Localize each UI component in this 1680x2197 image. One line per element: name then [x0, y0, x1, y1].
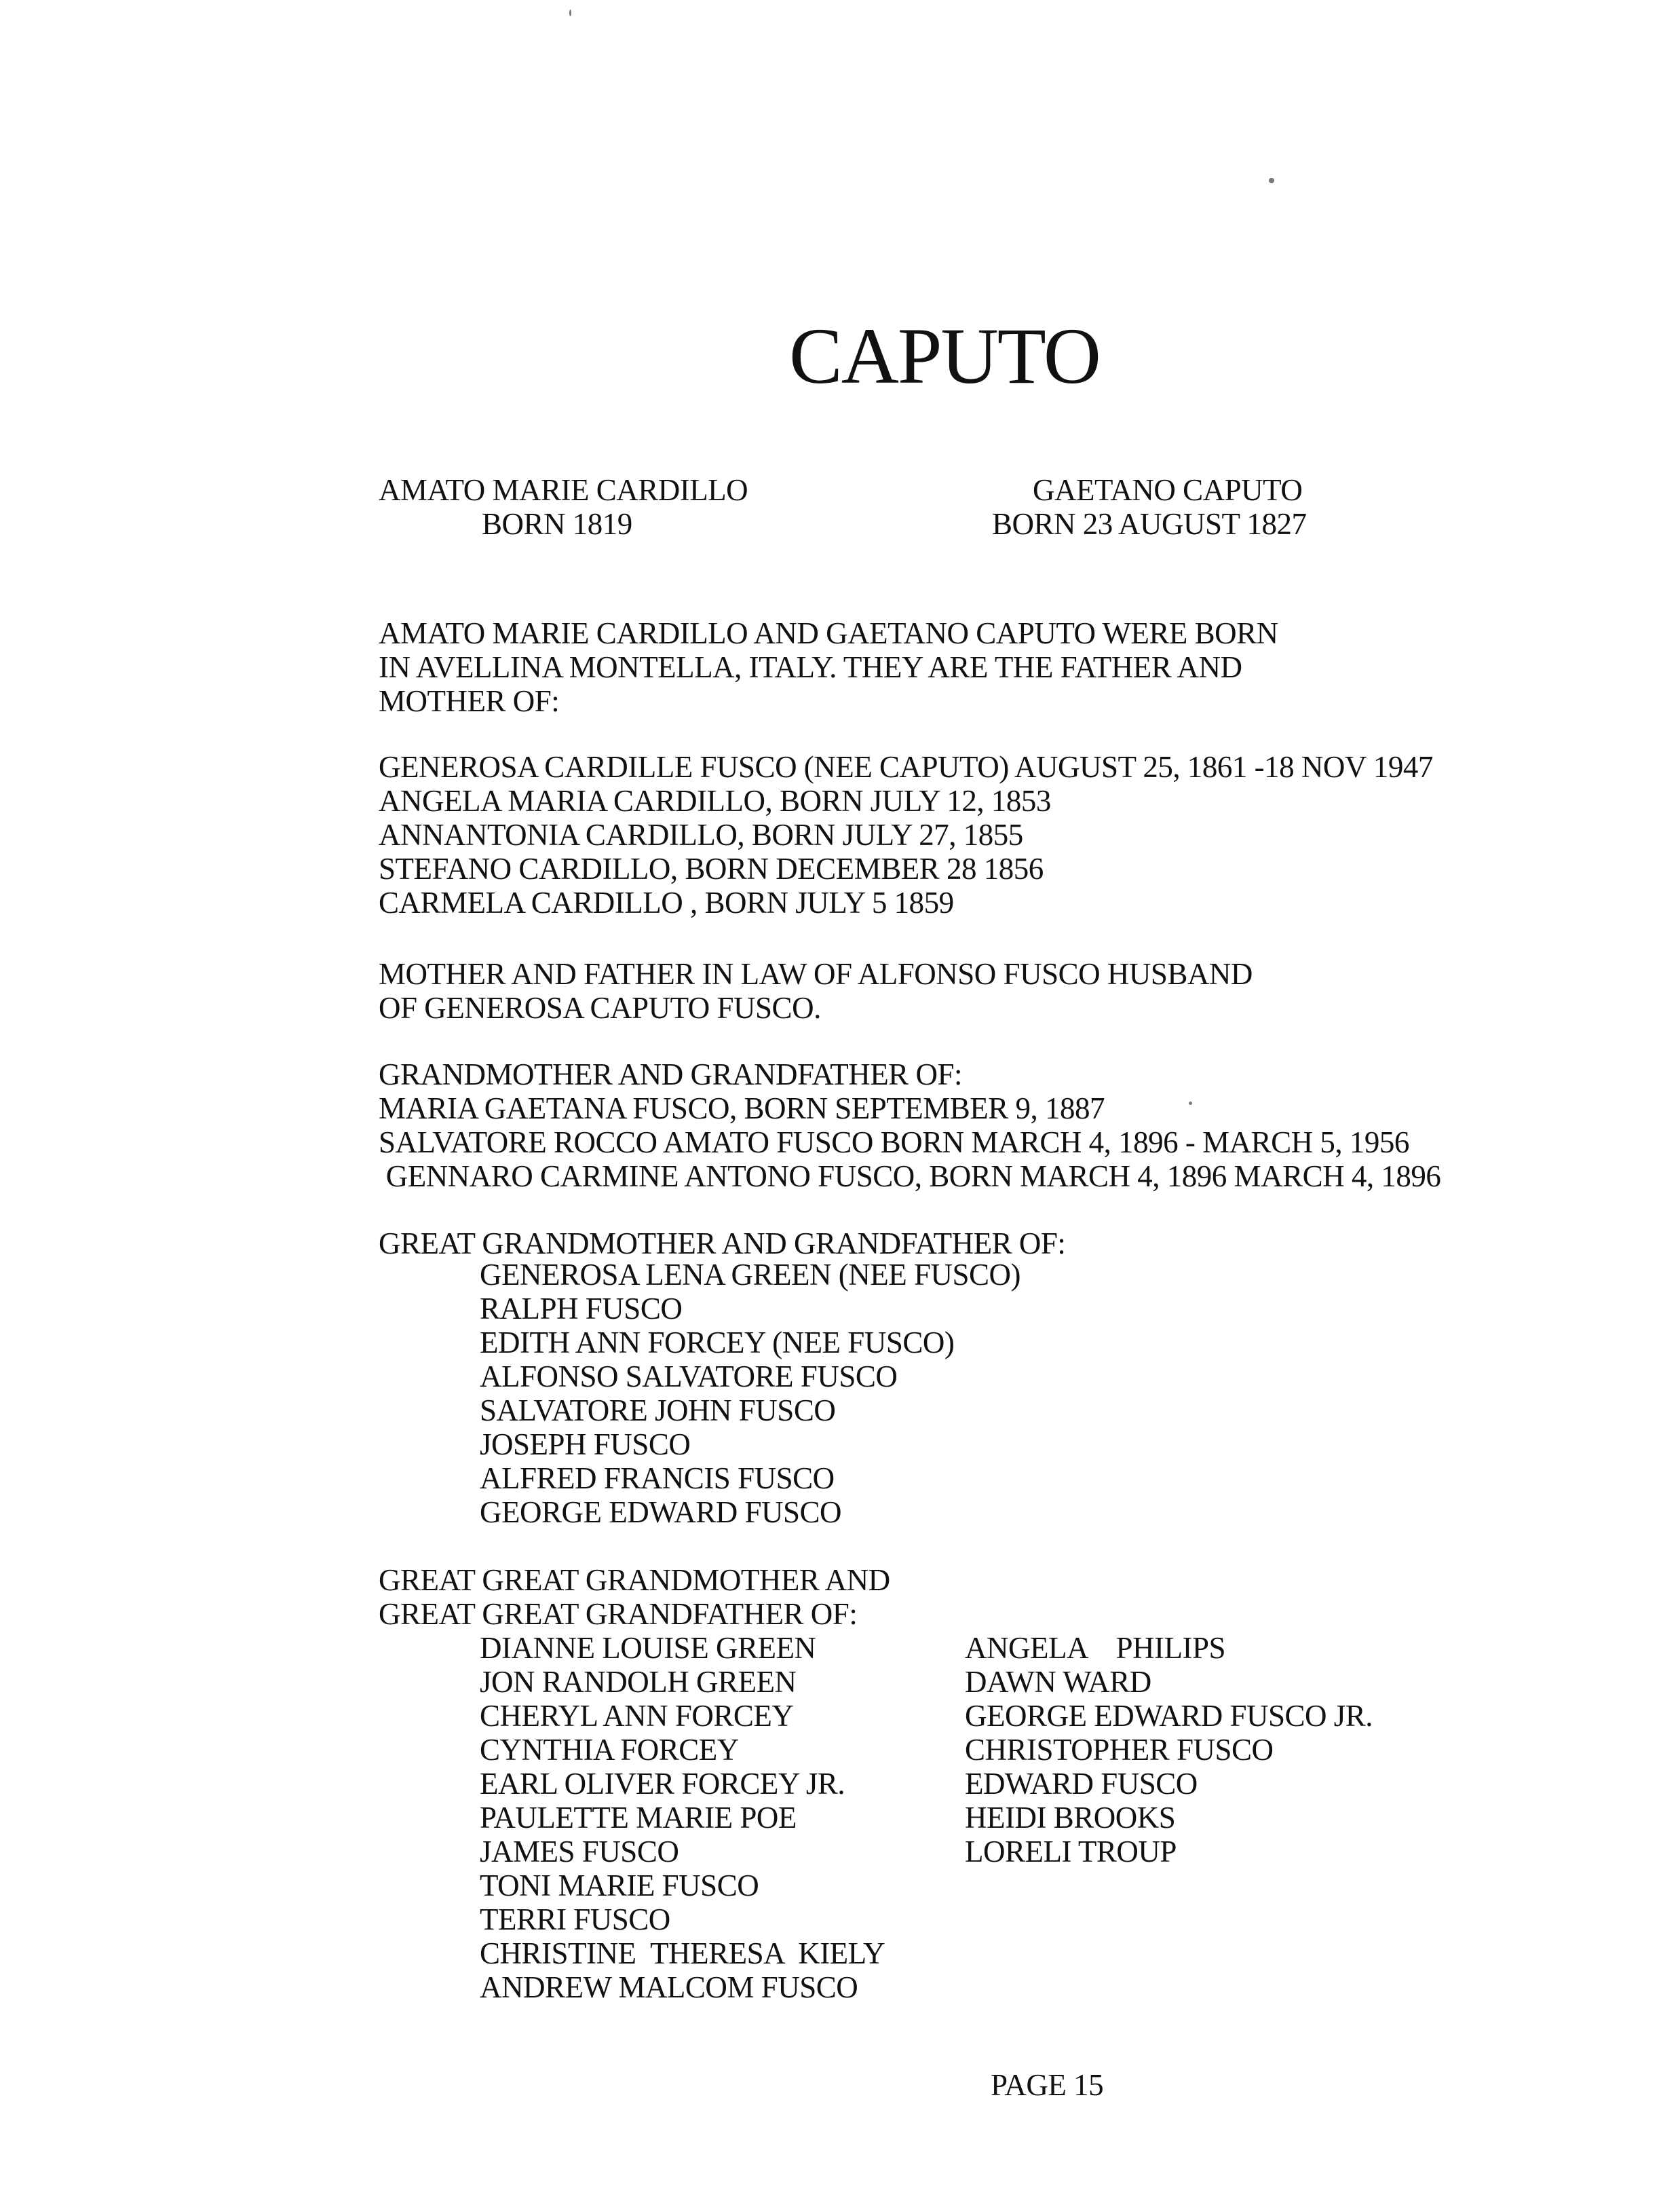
great-great-grandchild-entry: EARL OLIVER FORCEY JR.: [480, 1767, 845, 1801]
great-great-grandchildren-right-list: [965, 1631, 1373, 1869]
in-law-line: OF GENEROSA CAPUTO FUSCO.: [379, 991, 821, 1025]
scan-speck: [569, 10, 571, 16]
child-entry: ANNANTONIA CARDILLO, BORN JULY 27, 1855: [379, 818, 1023, 852]
great-great-grandchild-entry: EDWARD FUSCO: [965, 1767, 1198, 1801]
grandchild-entry: GENNARO CARMINE ANTONO FUSCO, BORN MARCH 4, 1896 MARCH 4, 1896: [379, 1159, 1441, 1193]
great-grandchildren-list: [480, 1258, 1020, 1529]
great-great-grandchild-entry: JON RANDOLH GREEN: [480, 1665, 797, 1699]
great-grandchild-entry: RALPH FUSCO: [480, 1292, 683, 1326]
great-grandchild-entry: ALFONSO SALVATORE FUSCO: [480, 1359, 898, 1393]
intro-line: AMATO MARIE CARDILLO AND GAETANO CAPUTO WERE BORN: [379, 616, 1278, 650]
heading-line: GREAT GREAT GRANDMOTHER AND: [379, 1563, 890, 1597]
great-great-grandchild-entry: LORELI TROUP: [965, 1835, 1177, 1869]
child-entry: STEFANO CARDILLO, BORN DECEMBER 28 1856: [379, 852, 1044, 886]
great-grandchild-entry: EDITH ANN FORCEY (NEE FUSCO): [480, 1326, 955, 1359]
great-grandchild-entry: GENEROSA LENA GREEN (NEE FUSCO): [480, 1258, 1021, 1292]
great-great-grandchild-entry: ANDREW MALCOM FUSCO: [480, 1970, 858, 2004]
page-number: PAGE 15: [991, 2068, 1104, 2102]
great-great-grandchild-entry: TERRI FUSCO: [480, 1902, 670, 1936]
great-great-grandchild-entry: TONI MARIE FUSCO: [480, 1869, 759, 1902]
grandchild-entry: MARIA GAETANA FUSCO, BORN SEPTEMBER 9, 1887: [379, 1091, 1105, 1125]
great-grandchild-entry: GEORGE EDWARD FUSCO: [480, 1495, 842, 1529]
child-entry: ANGELA MARIA CARDILLO, BORN JULY 12, 1853: [379, 784, 1051, 818]
page-title: CAPUTO: [789, 312, 1100, 400]
parent-right-born: BORN 23 AUGUST 1827: [992, 507, 1307, 541]
great-grandchild-entry: SALVATORE JOHN FUSCO: [480, 1393, 836, 1427]
grandchildren-heading: GRANDMOTHER AND GRANDFATHER OF:: [379, 1057, 962, 1091]
great-great-grandchild-entry: CHRISTOPHER FUSCO: [965, 1733, 1274, 1767]
great-great-grandchild-entry: JAMES FUSCO: [480, 1835, 679, 1869]
great-great-grandchild-entry: CHERYL ANN FORCEY: [480, 1699, 794, 1733]
intro-line: IN AVELLINA MONTELLA, ITALY. THEY ARE THE FATHER AND: [379, 650, 1242, 684]
great-grandchild-entry: JOSEPH FUSCO: [480, 1427, 691, 1461]
parent-left-born: BORN 1819: [482, 507, 632, 541]
great-great-grandchild-entry: CYNTHIA FORCEY: [480, 1733, 739, 1767]
great-great-grandchild-entry: ANGELA PHILIPS: [965, 1631, 1226, 1665]
scan-speck: [1269, 178, 1274, 183]
grandchildren-section: [379, 1057, 1440, 1193]
heading-line: GREAT GREAT GRANDFATHER OF:: [379, 1597, 858, 1631]
in-law-paragraph: [379, 957, 1253, 1025]
parent-left-name: AMATO MARIE CARDILLO: [379, 473, 748, 507]
intro-paragraph: [379, 616, 1278, 718]
great-great-grandchild-entry: DAWN WARD: [965, 1665, 1151, 1699]
great-great-grandchild-entry: GEORGE EDWARD FUSCO JR.: [965, 1699, 1373, 1733]
great-great-grandchild-entry: HEIDI BROOKS: [965, 1801, 1176, 1835]
in-law-line: MOTHER AND FATHER IN LAW OF ALFONSO FUSCO HUSBAND: [379, 957, 1253, 991]
great-great-grandchild-entry: CHRISTINE THERESA KIELY: [480, 1936, 885, 1970]
parent-right-name: GAETANO CAPUTO: [1033, 473, 1303, 507]
intro-line: MOTHER OF:: [379, 684, 560, 718]
great-grandchildren-heading: GREAT GRANDMOTHER AND GRANDFATHER OF:: [379, 1226, 1066, 1260]
child-entry: GENEROSA CARDILLE FUSCO (NEE CAPUTO) AUGUST 25, 1861 -18 NOV 1947: [379, 750, 1433, 784]
great-great-grandchild-entry: DIANNE LOUISE GREEN: [480, 1631, 816, 1665]
grandchild-entry: SALVATORE ROCCO AMATO FUSCO BORN MARCH 4, 1896 - MARCH 5, 1956: [379, 1125, 1409, 1159]
great-grandchild-entry: ALFRED FRANCIS FUSCO: [480, 1461, 835, 1495]
great-great-grandchild-entry: PAULETTE MARIE POE: [480, 1801, 797, 1835]
scan-speck: [1189, 1102, 1192, 1105]
children-list: [379, 750, 1433, 920]
child-entry: CARMELA CARDILLO , BORN JULY 5 1859: [379, 886, 954, 920]
great-great-grandchildren-left-list: [480, 1631, 885, 2004]
great-great-grandchildren-heading: [379, 1563, 890, 1631]
